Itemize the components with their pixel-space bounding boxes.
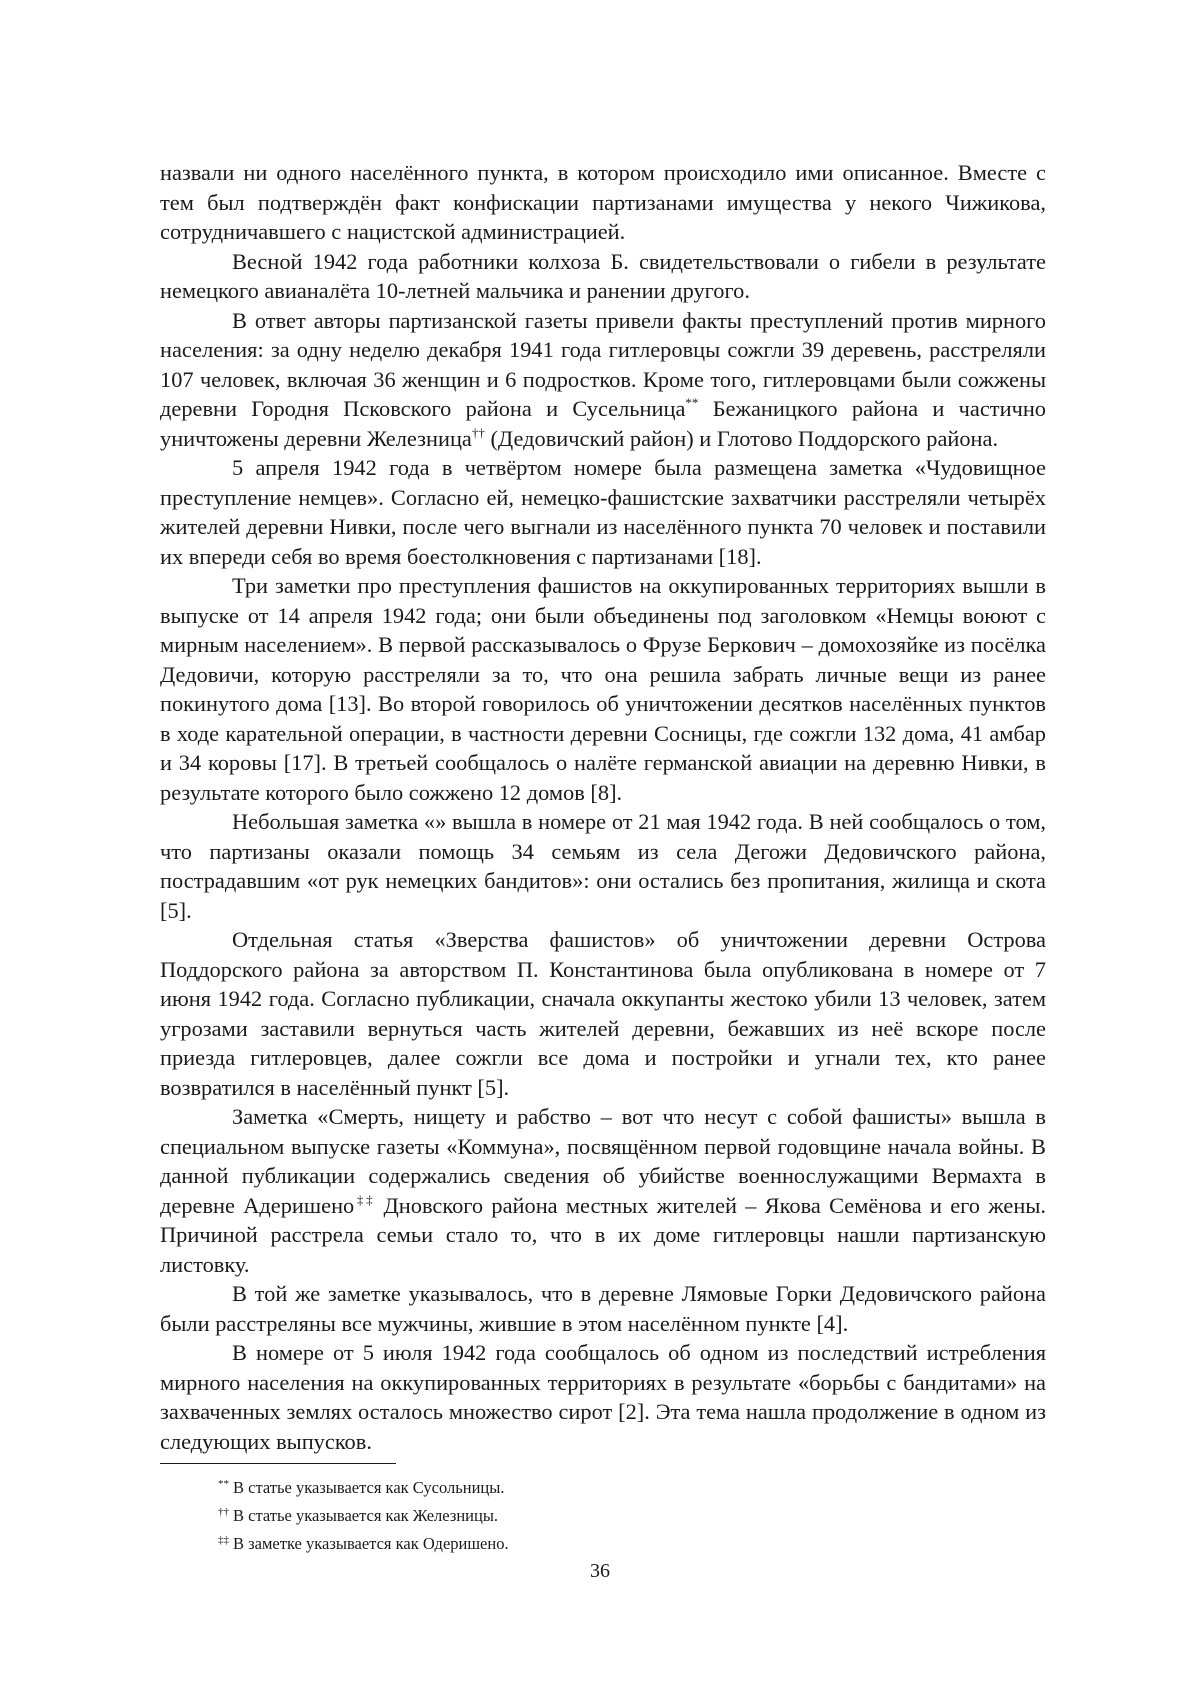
paragraph-7: Отдельная статья «Зверства фашистов» об уничтожении деревни Острова Поддорского района за авторством П. Константинова была опубликована в номере от 7 июня 1942 года. Согласно публикации, сначала оккупанты жестоко убили 13 человек, затем угрозами заставили вернуться часть жителей деревни, бежавших из неё вскоре после приезда гитлеровцев, далее сожгли все дома и постройки и угнали тех, кто ранее возвратился в населённый пункт [5]. <box>160 925 1046 1102</box>
footnote-2: †† В статье указывается как Железницы. <box>218 1500 1038 1528</box>
paragraph-8: Заметка «Смерть, нищету и рабство – вот что несут с собой фашисты» вышла в специальном выпуске газеты «Коммуна», посвящённом первой годовщине начала войны. В данной публикации содержались сведения об убийстве военнослужащими Вермахта в деревне Адеришено‡‡ Дновского района местных жителей – Якова Семёнова и его жены. Причиной расстрела семьи стало то, что в их доме гитлеровцы нашли партизанскую листовку. <box>160 1102 1046 1279</box>
paragraph-2: Весной 1942 года работники колхоза Б. свидетельствовали о гибели в результате немецкого авианалёта 10-летней мальчика и ранении другого. <box>160 247 1046 306</box>
paragraph-1: назвали ни одного населённого пункта, в котором происходило ими описанное. Вместе с тем был подтверждён факт конфискации партизанами имущества у некого Чижикова, сотрудничавшего с нацистской администрацией. <box>160 158 1046 247</box>
footnote-3: ‡‡ В заметке указывается как Одеришено. <box>218 1528 1038 1556</box>
paragraph-6: Небольшая заметка «» вышла в номере от 21 мая 1942 года. В ней сообщалось о том, что партизаны оказали помощь 34 семьям из села Дегожи Дедовичского района, пострадавшим «от рук немецких бандитов»: они остались без пропитания, жилища и скота [5]. <box>160 807 1046 925</box>
footnote-ref[interactable]: ‡‡ <box>354 1192 375 1207</box>
footnotes <box>218 1472 1038 1556</box>
body-text <box>160 158 1046 1456</box>
document-page <box>0 0 1200 1698</box>
paragraph-3: В ответ авторы партизанской газеты привели факты преступлений против мирного населения: за одну неделю декабря 1941 года гитлеровцы сожгли 39 деревень, расстреляли 107 человек, включая 36 женщин и 6 подростков. Кроме того, гитлеровцами были сожжены деревни Городня Псковского района и Сусельница** Бежаницкого района и частично уничтожены деревни Железница†† (Дедовичский район) и Глотово Поддорского района. <box>160 306 1046 454</box>
paragraph-4: 5 апреля 1942 года в четвёртом номере была размещена заметка «Чудовищное преступление немцев». Согласно ей, немецко-фашистские захватчики расстреляли четырёх жителей деревни Нивки, после чего выгнали из населённого пункта 70 человек и поставили их впереди себя во время боестолкновения с партизанами [18]. <box>160 453 1046 571</box>
paragraph-5: Три заметки про преступления фашистов на оккупированных территориях вышли в выпуске от 14 апреля 1942 года; они были объединены под заголовком «Немцы воюют с мирным населением». В первой рассказывалось о Фрузе Беркович – домохозяйке из посёлка Дедовичи, которую расстреляли за то, что она решила забрать личные вещи из ранее покинутого дома [13]. Во второй говорилось об уничтожении десятков населённых пунктов в ходе карательной операции, в частности деревни Сосницы, где сожгли 132 дома, 41 амбар и 34 коровы [17]. В третьей сообщалось о налёте германской авиации на деревню Нивки, в результате которого было сожжено 12 домов [8]. <box>160 571 1046 807</box>
page-number: 36 <box>0 1560 1200 1583</box>
footnote-ref[interactable]: ** <box>685 395 698 410</box>
paragraph-9: В той же заметке указывалось, что в деревне Лямовые Горки Дедовичского района были расстреляны все мужчины, жившие в этом населённом пункте [4]. <box>160 1279 1046 1338</box>
paragraph-10: В номере от 5 июля 1942 года сообщалось об одном из последствий истребления мирного населения на оккупированных территориях в результате «борьбы с бандитами» на захваченных землях осталось множество сирот [2]. Эта тема нашла продолжение в одном из следующих выпусков. <box>160 1338 1046 1456</box>
footnote-divider <box>160 1463 396 1464</box>
footnote-1: ** В статье указывается как Сусольницы. <box>218 1472 1038 1500</box>
footnote-ref[interactable]: †† <box>472 425 485 440</box>
